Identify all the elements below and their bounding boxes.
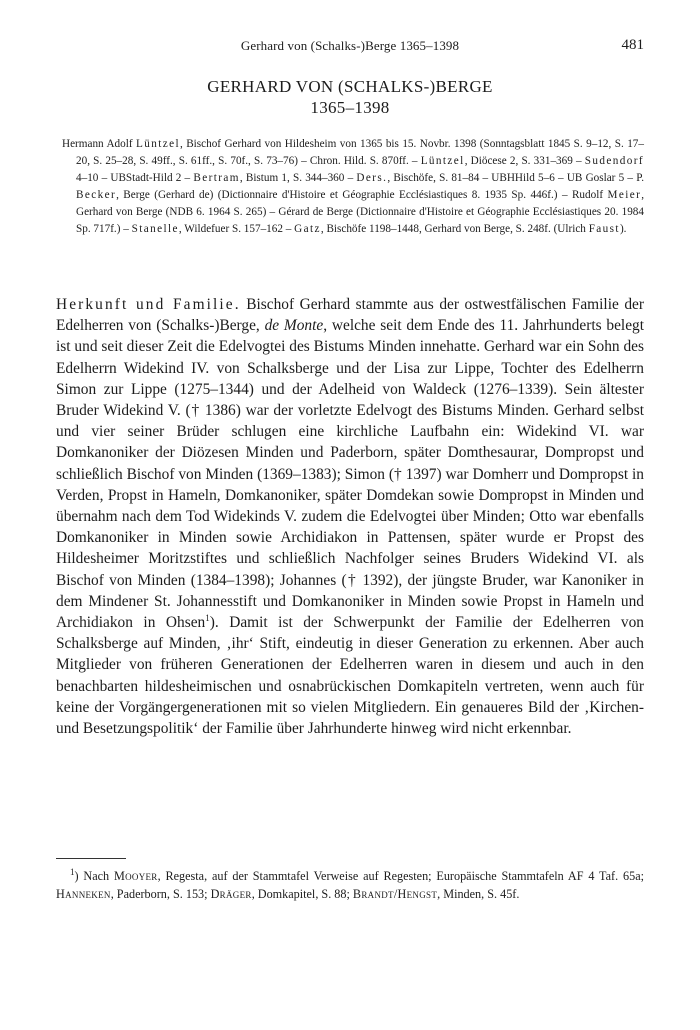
author-name: Sudendorf <box>584 154 644 167</box>
running-head <box>56 38 644 58</box>
body-paragraph <box>56 294 644 739</box>
footnote-text: , Regesta, auf der Stammtafel Verweise auf Regesten; Europäische Stammtafeln AF 4 Taf. 65a; <box>157 869 644 883</box>
footnote-text: , Minden, S. 45f. <box>437 886 520 901</box>
bibliography-paragraph <box>62 136 644 237</box>
author-name: Becker <box>76 188 117 201</box>
footnote-block <box>56 868 644 903</box>
body-text: ). Damit ist der Schwerpunkt der Familie der Edelherren von Schalksberge auf Minden, ‚ihr‘ Stift, eindeutig in dieser Generation zu erkennen. Aber auch Mitglieder von früheren Generationen der Edelherren waren in diesem und auch in den benachbarten hildesheimischen und osnabrückischen Domkapiteln vertreten, wenn auch für keine der Vorgängergenerationen mit so vielen Mitgliedern. Ein genaueres Bild der ‚Kirchen- und Besetzungspolitik‘ der Familie über Jahrhunderte hinweg wird nicht erkennbar. <box>56 614 644 738</box>
author-name: Mooyer <box>113 869 158 883</box>
footnote-number: 1 <box>70 866 75 877</box>
body-text: , welche seit dem Ende des 11. Jahrhunderts belegt ist und seit dieser Zeit die Edelvogtei des Bistums Minden innehatte. Gerhard war ein Sohn des Edelherrn Widekind IV. von Schalksberge und der Lisa zur Lippe, Tochter des Edelherrn Simon zur Lippe (1275–1344) und der Adelheid von Waldeck (1276–1339). Sein ältester Bruder Widekind V. († 1386) war der vorletzte Edelvogt des Bistums Minden. Gerhard selbst und vier seiner Brüder schlugen eine kirchliche Laufbahn ein: Widekind VI. war Domkanoniker der Diözesen Minden und Paderborn, später Domthesaurar, Dompropst und schließlich Bischof von Minden (1369–1383); Simon († 1397) war Domherr und Dompropst in Verden, Propst in Hameln, Domkanoniker, später Domdekan sowie Dompropst in Minden und übernahm nach dem Tod Widekinds V. zudem die Edelvogtei über Minden; Otto war ebenfalls Domkanoniker in Minden sowie Archidiakon in Pattensen, später wurde er Propst des Hildesheimer Moritzstiftes und schließlich Nachfolger seines Bruders Widekind VI. als Bischof von Minden (1384–1398); Johannes († 1392), der jüngste Bruder, war Kanoniker in dem Mindener St. Johannesstift und Domkanoniker in Minden sowie Propst in Hameln und Archidiakon in Ohsen <box>56 317 644 632</box>
bibliography-text: , Bischof Gerhard von Hildesheim von 1365 bis 15. Novbr. 1398 (Sonntagsblatt 1845 S. 9–12, S. 17–20, S. 25–28, S. 49ff., S. 61ff., S. 70f., S. 73–76) – Chron. Hild. S. 870ff. – <box>76 138 644 167</box>
chapter-years: 1365–1398 <box>310 98 390 117</box>
bibliography-text: , Wildefuer S. 157–162 – <box>178 222 295 235</box>
section-heading: Herkunft und Familie. <box>56 296 241 313</box>
bibliography-text: , Berge (Gerhard de) (Dictionnaire d'Histoire et Géographie Ecclésiastiques 8. 1935 Sp. 446f.) – Rudolf <box>116 188 608 201</box>
footnote-text: , Paderborn, S. 153; <box>110 886 211 901</box>
bibliography-text: 4–10 – UBStadt-Hild 2 – <box>76 171 194 184</box>
bibliography-text: , Bischöfe 1198–1448, Gerhard von Berge, S. 248f. (Ulrich <box>320 222 589 235</box>
book-page <box>56 0 644 1030</box>
footnote-marker[interactable]: 1 <box>205 612 210 623</box>
chapter-title: GERHARD VON (SCHALKS-)BERGE <box>207 77 493 96</box>
author-name: Lüntzel <box>136 138 180 150</box>
main-text <box>56 294 644 739</box>
bibliography-block <box>62 136 644 237</box>
bibliography-text: , Bistum 1, S. 344–360 – <box>239 171 357 184</box>
bibliography-text: Hermann Adolf <box>62 138 136 150</box>
author-name: Faust <box>588 222 620 235</box>
author-name: Meier <box>607 188 642 201</box>
bibliography-text: , Diöcese 2, S. 331–369 – <box>464 154 585 167</box>
bibliography-text: , Gerhard von Berge (NDB 6. 1964 S. 265) – Gérard de Berge (Dictionnaire d'Histoire et Géographie Ecclésiastiques 20. 1984 Sp. 717f.) – <box>76 188 644 235</box>
author-name: Stanelle <box>131 222 179 235</box>
author-name: Hanneken <box>56 886 111 901</box>
page-number: 481 <box>621 37 644 53</box>
author-name: Gatz <box>294 222 321 235</box>
footnote-paragraph <box>56 868 644 903</box>
chapter-heading <box>56 76 644 118</box>
bibliography-text: , Bischöfe, S. 81–84 – UBHHild 5–6 – UB Goslar 5 – P. <box>387 171 644 184</box>
author-name: Brandt/Hengst <box>352 886 438 901</box>
author-name: Dräger <box>210 886 252 901</box>
author-name: Bertram <box>193 171 240 184</box>
footnote-divider <box>56 858 126 859</box>
body-text: Bischof Gerhard stammte aus der ostwestfälischen Familie der Edelherren von (Schalks-)Berge, <box>56 296 644 335</box>
running-head-title: Gerhard von (Schalks-)Berge 1365–1398 <box>240 38 460 53</box>
author-name: Lüntzel <box>420 154 465 167</box>
latin-term: de Monte <box>264 317 324 335</box>
footnote-text: , Domkapitel, S. 88; <box>251 886 353 901</box>
author-name: Ders. <box>356 171 388 184</box>
bibliography-text: ). <box>619 222 627 235</box>
footnote-text: ) Nach <box>74 869 114 883</box>
